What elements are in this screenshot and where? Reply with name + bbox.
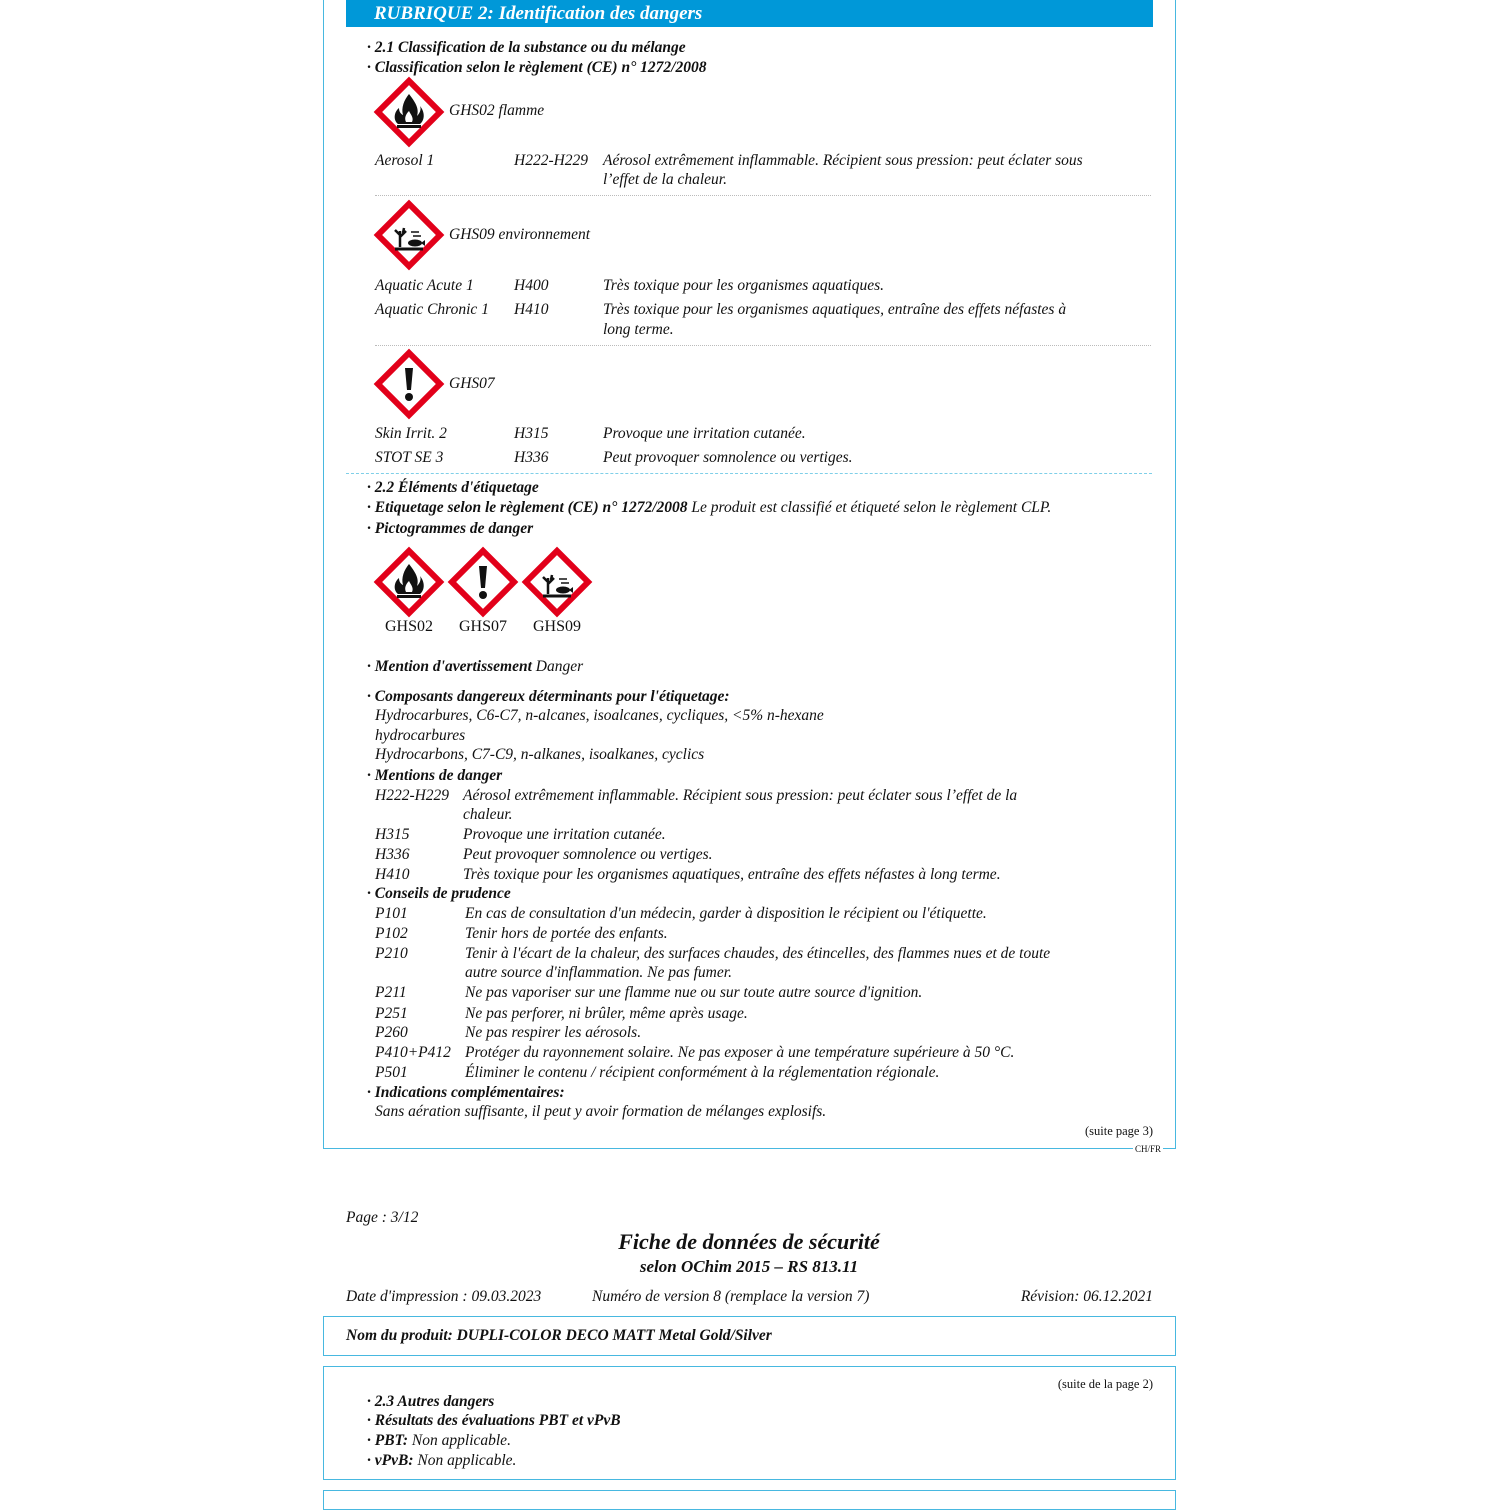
s22-heading: · 2.2 Éléments d'étiquetage bbox=[367, 479, 539, 496]
s21-subheading: · Classification selon le règlement (CE) n° 1272/2008 bbox=[367, 59, 707, 76]
hazard-class: Skin Irrit. 2 bbox=[375, 425, 447, 442]
precaution-code: P102 bbox=[375, 925, 408, 942]
continued-next: (suite page 3) bbox=[1084, 1124, 1153, 1138]
hazard-class: Aquatic Acute 1 bbox=[375, 277, 474, 294]
revision-date: Révision: 06.12.2021 bbox=[1020, 1288, 1153, 1305]
precaution-text: Éliminer le contenu / récipient conformément à la réglementation régionale. bbox=[465, 1064, 940, 1081]
precaution-code: P251 bbox=[375, 1005, 408, 1022]
environment-icon bbox=[521, 546, 593, 618]
labelling-text: Le produit est classifié et étiqueté selon le règlement CLP. bbox=[691, 499, 1052, 516]
pbt-value: Non applicable. bbox=[411, 1432, 511, 1449]
pictogram-label: GHS02 bbox=[384, 618, 433, 635]
version-number: Numéro de version 8 (remplace la version 7) bbox=[592, 1288, 870, 1305]
hazard-text: Très toxique pour les organismes aquatiques. bbox=[603, 277, 885, 294]
continued-from: (suite de la page 2) bbox=[1057, 1377, 1153, 1391]
hazard-statement: chaleur. bbox=[463, 806, 513, 823]
hazard-code: H336 bbox=[375, 846, 410, 863]
hazard-text: long terme. bbox=[603, 321, 674, 338]
precaution-text: Tenir hors de portée des enfants. bbox=[465, 925, 668, 942]
precaution-text: Protéger du rayonnement solaire. Ne pas exposer à une température supérieure à 50 °C. bbox=[465, 1044, 1015, 1061]
hazard-statement: Très toxique pour les organismes aquatiques, entraîne des effets néfastes à long terme. bbox=[463, 866, 1001, 883]
hazard-class: Aerosol 1 bbox=[375, 152, 435, 169]
components-heading: · Composants dangereux déterminants pour l'étiquetage: bbox=[367, 688, 730, 705]
s21-heading: · 2.1 Classification de la substance ou du mélange bbox=[367, 39, 686, 56]
dashed-separator bbox=[346, 473, 1152, 474]
component-item: Hydrocarbons, C7-C9, n-alkanes, isoalkanes, cyclics bbox=[375, 746, 705, 763]
page-number: Page : 3/12 bbox=[346, 1209, 419, 1226]
additional-text: Sans aération suffisante, il peut y avoir formation de mélanges explosifs. bbox=[375, 1103, 827, 1120]
hazard-code: H336 bbox=[514, 449, 549, 466]
document-subtitle: selon OChim 2015 – RS 813.11 bbox=[639, 1257, 859, 1276]
precaution-code: P260 bbox=[375, 1024, 408, 1041]
hazard-statements-heading: · Mentions de danger bbox=[367, 767, 503, 784]
picto-label: GHS02 flamme bbox=[449, 102, 545, 119]
hazard-text: Peut provoquer somnolence ou vertiges. bbox=[603, 449, 853, 466]
dotted-separator bbox=[375, 345, 1151, 346]
pictogram-label: GHS07 bbox=[458, 618, 507, 635]
document-title: Fiche de données de sécurité bbox=[618, 1229, 880, 1254]
dotted-separator bbox=[375, 195, 1151, 196]
pictograms-heading: · Pictogrammes de danger bbox=[367, 520, 534, 537]
hazard-statement: Peut provoquer somnolence ou vertiges. bbox=[463, 846, 713, 863]
hazard-class: Aquatic Chronic 1 bbox=[375, 301, 489, 318]
precaution-text: autre source d'inflammation. Ne pas fumer. bbox=[465, 964, 732, 981]
component-item: Hydrocarbures, C6-C7, n-alcanes, isoalcanes, cycliques, <5% n-hexane bbox=[375, 707, 824, 724]
hazard-code: H400 bbox=[514, 277, 549, 294]
hazard-code: H410 bbox=[375, 866, 410, 883]
exclamation-icon bbox=[447, 546, 519, 618]
environment-icon bbox=[373, 199, 445, 271]
hazard-code: H315 bbox=[375, 826, 410, 843]
hazard-statement: Aérosol extrêmement inflammable. Récipient sous pression: peut éclater sous l’effet de la bbox=[463, 787, 1018, 804]
hazard-code: H315 bbox=[514, 425, 549, 442]
precaution-code: P501 bbox=[375, 1064, 408, 1081]
flame-icon bbox=[373, 76, 445, 148]
precaution-text: Tenir à l'écart de la chaleur, des surfaces chaudes, des étincelles, des flammes nues et de toute bbox=[465, 945, 1051, 962]
precaution-code: P101 bbox=[375, 905, 408, 922]
pbt-label: · PBT: bbox=[367, 1432, 409, 1449]
hazard-text: Aérosol extrêmement inflammable. Récipient sous pression: peut éclater sous bbox=[603, 152, 1083, 169]
s23-heading: · 2.3 Autres dangers bbox=[367, 1393, 495, 1410]
hazard-text: l’effet de la chaleur. bbox=[603, 171, 727, 188]
signal-word: Danger bbox=[535, 658, 584, 675]
locale-tag: CH/FR bbox=[1134, 1144, 1161, 1154]
vpvb-line bbox=[367, 1452, 516, 1470]
labelling-label: · Etiquetage selon le règlement (CE) n° 1272/2008 bbox=[367, 499, 688, 516]
labelling-line bbox=[367, 499, 1051, 517]
hazard-code: H222-H229 bbox=[514, 152, 589, 169]
product-name: Nom du produit: DUPLI-COLOR DECO MATT Metal Gold/Silver bbox=[346, 1327, 772, 1344]
section-title: RUBRIQUE 2: Identification des dangers bbox=[346, 0, 1153, 27]
hazard-code: H222-H229 bbox=[375, 787, 450, 804]
pbt-heading: · Résultats des évaluations PBT et vPvB bbox=[367, 1412, 621, 1429]
signal-word-line bbox=[367, 658, 583, 676]
precaution-text: Ne pas respirer les aérosols. bbox=[465, 1024, 642, 1041]
precautions-heading: · Conseils de prudence bbox=[367, 885, 511, 902]
vpvb-value: Non applicable. bbox=[417, 1452, 517, 1469]
next-section-box bbox=[323, 1490, 1176, 1510]
signal-label: · Mention d'avertissement bbox=[367, 658, 532, 675]
precaution-text: Ne pas perforer, ni brûler, même après usage. bbox=[465, 1005, 748, 1022]
precaution-code: P210 bbox=[375, 945, 408, 962]
hazard-statement: Provoque une irritation cutanée. bbox=[463, 826, 666, 843]
print-date: Date d'impression : 09.03.2023 bbox=[346, 1288, 542, 1305]
precaution-code: P211 bbox=[375, 984, 407, 1001]
precaution-text: En cas de consultation d'un médecin, garder à disposition le récipient ou l'étiquette. bbox=[465, 905, 987, 922]
hazard-code: H410 bbox=[514, 301, 549, 318]
hazard-text: Provoque une irritation cutanée. bbox=[603, 425, 806, 442]
precaution-text: Ne pas vaporiser sur une flamme nue ou sur toute autre source d'ignition. bbox=[465, 984, 923, 1001]
pictogram-label: GHS09 bbox=[532, 618, 581, 635]
component-item: hydrocarbures bbox=[375, 727, 466, 744]
additional-heading: · Indications complémentaires: bbox=[367, 1084, 565, 1101]
picto-label: GHS07 bbox=[449, 375, 495, 392]
picto-label: GHS09 environnement bbox=[449, 226, 591, 243]
hazard-class: STOT SE 3 bbox=[375, 449, 444, 466]
flame-icon bbox=[373, 546, 445, 618]
exclamation-icon bbox=[373, 348, 445, 420]
vpvb-label: · vPvB: bbox=[367, 1452, 414, 1469]
hazard-text: Très toxique pour les organismes aquatiques, entraîne des effets néfastes à bbox=[603, 301, 1067, 318]
precaution-code: P410+P412 bbox=[375, 1044, 451, 1061]
pbt-line bbox=[367, 1432, 511, 1450]
